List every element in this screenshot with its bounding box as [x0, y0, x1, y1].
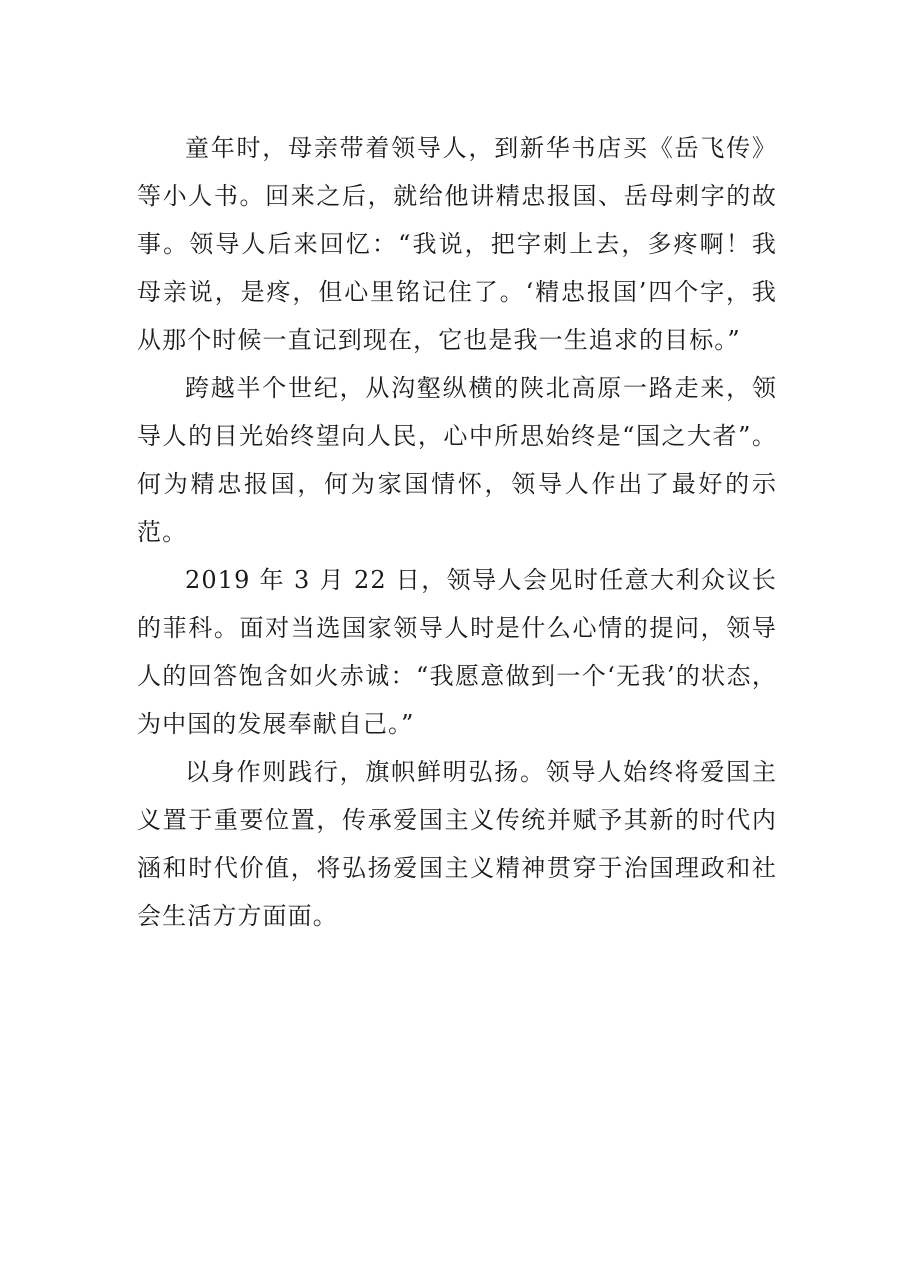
- paragraph-3: 2019 年 3 月 22 日，领导人会见时任意大利众议长的菲科。面对当选国家领导人时是什么心情的提问，领导人的回答饱含如火赤诚：“我愿意做到一个‘无我’的状态，为中国的发展奉献自己。”: [137, 566, 777, 738]
- document-body: [137, 124, 777, 940]
- paragraph-2: 跨越半个世纪，从沟壑纵横的陕北高原一路走来，领导人的目光始终望向人民，心中所思始终是“国之大者”。何为精忠报国，何为家国情怀，领导人作出了最好的示范。: [137, 374, 777, 546]
- paragraph-4: 以身作则践行，旗帜鲜明弘扬。领导人始终将爱国主义置于重要位置，传承爱国主义传统并赋予其新的时代内涵和时代价值，将弘扬爱国主义精神贯穿于治国理政和社会生活方方面面。: [137, 758, 777, 930]
- paragraph-1: 童年时，母亲带着领导人，到新华书店买《岳飞传》等小人书。回来之后，就给他讲精忠报国、岳母刺字的故事。领导人后来回忆：“我说，把字刺上去，多疼啊！我母亲说，是疼，但心里铭记住了。‘精忠报国’四个字，我从那个时候一直记到现在，它也是我一生追求的目标。”: [137, 134, 777, 354]
